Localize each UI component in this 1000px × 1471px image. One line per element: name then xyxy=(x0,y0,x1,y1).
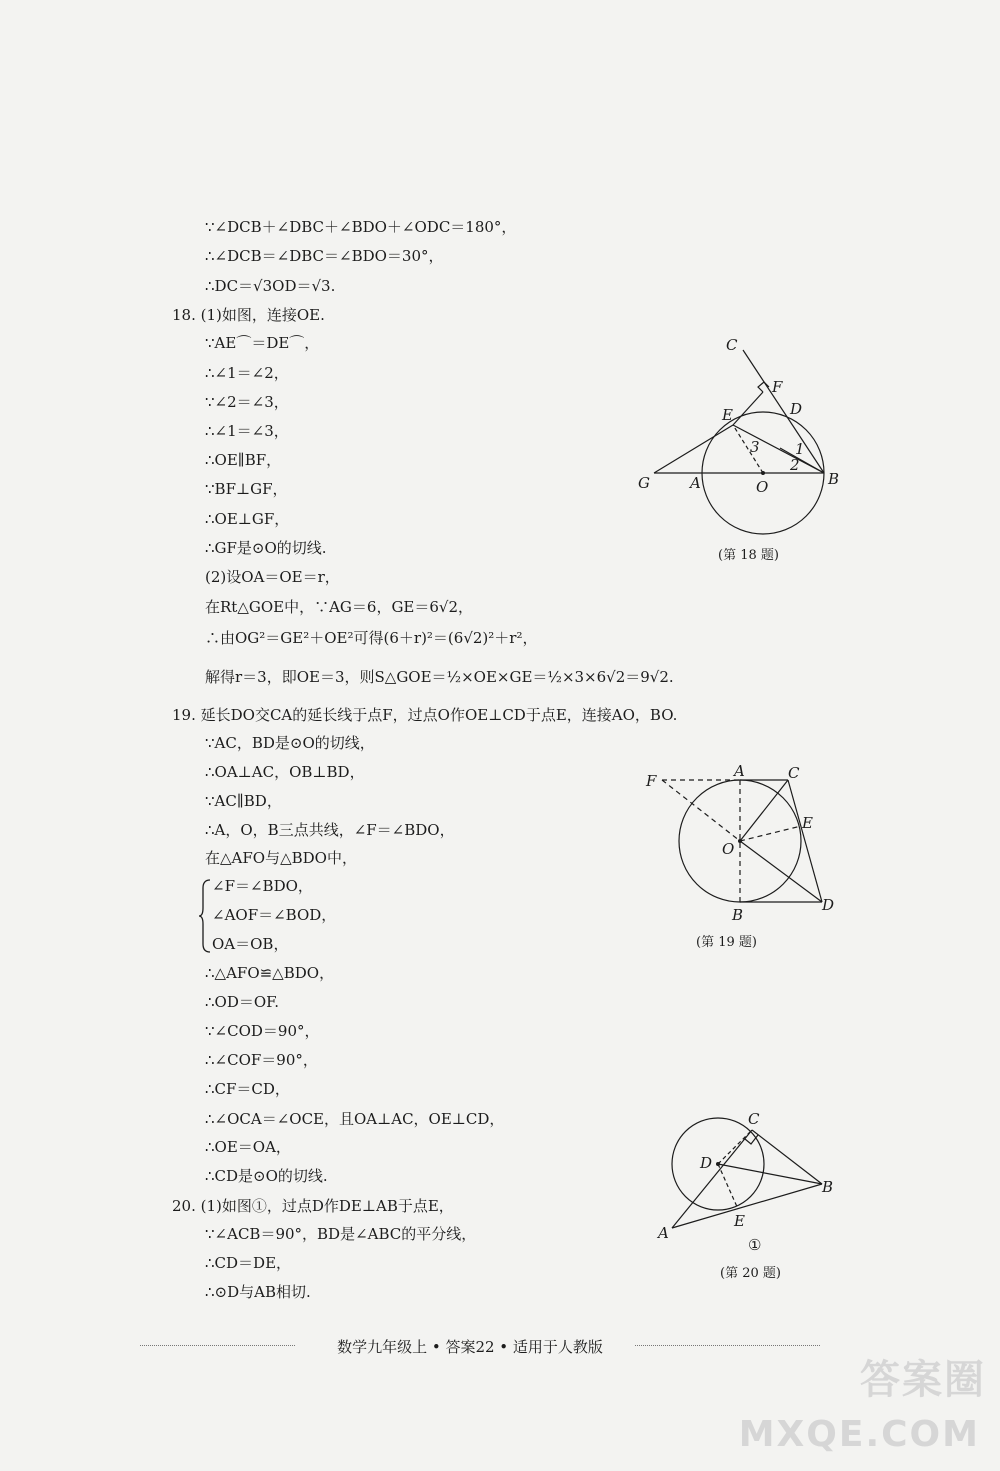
fig18-label: C xyxy=(726,336,738,354)
fig18-label: E xyxy=(722,406,733,424)
text-line: ∵∠ACB＝90°，BD是∠ABC的平分线， xyxy=(205,1225,477,1243)
fig20-label: E xyxy=(734,1212,745,1230)
fig18-label: G xyxy=(638,474,650,492)
text-line: ∴△AFO≌△BDO， xyxy=(205,964,335,982)
text-line: 解得r＝3，即OE＝3，则S△GOE＝½×OE×GE＝½×3×6√2＝9√2. xyxy=(205,668,674,686)
text-line: ∴∠1＝∠2， xyxy=(205,364,289,382)
text-line: ∴CD＝DE， xyxy=(205,1254,292,1272)
figure-20 xyxy=(650,1108,840,1243)
text-line: ∴∠COF＝90°， xyxy=(205,1051,318,1069)
fig19-label: B xyxy=(732,906,744,920)
page-footer: 数学九年级上 • 答案22 • 适用于人教版 xyxy=(337,1338,603,1356)
fig19-label: D xyxy=(822,896,835,914)
text-line: ∴CF＝CD， xyxy=(205,1080,290,1098)
text-line: ∴OD＝OF. xyxy=(205,993,280,1011)
text-line: ∵BF⊥GF， xyxy=(205,480,288,498)
fig19-label: F xyxy=(646,772,657,790)
figure-19 xyxy=(640,760,850,920)
brace xyxy=(198,878,212,954)
fig18-label: B xyxy=(828,470,840,488)
fig18-label: 1 xyxy=(795,440,805,458)
text-line: ∴CD是⊙O的切线. xyxy=(205,1167,328,1185)
text-line: ∴⊙D与AB相切. xyxy=(205,1283,311,1301)
text-line: ∴OA⊥AC，OB⊥BD， xyxy=(205,763,365,781)
fig18-label: F xyxy=(772,378,783,396)
text-line: ∵∠DCB＋∠DBC＋∠BDO＋∠ODC＝180°， xyxy=(205,218,517,236)
fig19-label: C xyxy=(788,764,800,782)
footer-rule-left xyxy=(140,1345,295,1346)
figure-20-caption: (第 20 题) xyxy=(720,1266,781,1281)
fig20-label: C xyxy=(748,1110,760,1128)
text-line: ∵AC，BD是⊙O的切线， xyxy=(205,734,375,752)
fig18-label: A xyxy=(690,474,701,492)
text-line: (2)设OA＝OE＝r， xyxy=(205,568,340,586)
text-line: ∵AE⌒＝DE⌒， xyxy=(205,334,320,352)
figure-20-subcaption: ① xyxy=(748,1236,762,1254)
system-line: ∠F＝∠BDO， xyxy=(212,877,313,895)
fig18-label: O xyxy=(756,478,769,496)
text-line: ∴OE⊥GF， xyxy=(205,510,290,528)
fig19-label: E xyxy=(802,814,813,832)
text-line: ∴由OG²＝GE²＋OE²可得(6＋r)²＝(6√2)²＋r²， xyxy=(205,629,538,647)
fig20-label: D xyxy=(700,1154,713,1172)
fig19-label: A xyxy=(734,762,745,780)
text-line: ∴∠OCA＝∠OCE，且OA⊥AC，OE⊥CD， xyxy=(205,1110,505,1128)
text-line: ∵AC∥BD， xyxy=(205,792,282,810)
figure-18 xyxy=(630,330,850,540)
figure-19-caption: (第 19 题) xyxy=(696,935,757,950)
text-line: ∴A，O，B三点共线，∠F＝∠BDO， xyxy=(205,821,455,839)
text-line: ∴GF是⊙O的切线. xyxy=(205,539,327,557)
watermark-top: 答案圈 xyxy=(860,1357,986,1403)
footer-rule-right xyxy=(635,1345,820,1346)
text-line: ∴DC＝√3OD＝√3. xyxy=(205,277,336,295)
fig18-label: D xyxy=(790,400,803,418)
text-line: 在△AFO与△BDO中， xyxy=(205,849,357,867)
question-19-heading: 19. 延长DO交CA的延长线于点F，过点O作OE⊥CD于点E，连接AO，BO. xyxy=(172,706,678,724)
system-line: OA＝OB， xyxy=(212,935,289,953)
question-18-heading: 18. (1)如图，连接OE. xyxy=(172,306,325,324)
fig18-label: 2 xyxy=(790,456,800,474)
text-line: ∵∠COD＝90°， xyxy=(205,1022,320,1040)
fig19-label: O xyxy=(722,840,735,858)
text-line: ∴∠1＝∠3， xyxy=(205,422,289,440)
text-line: 在Rt△GOE中，∵AG＝6，GE＝6√2， xyxy=(205,598,474,616)
text-line: ∴OE∥BF， xyxy=(205,451,282,469)
watermark-bottom: MXQE.COM xyxy=(738,1414,980,1455)
fig18-label: 3 xyxy=(750,438,760,456)
figure-18-caption: (第 18 题) xyxy=(718,548,779,563)
fig20-label: A xyxy=(658,1224,669,1242)
fig20-label: B xyxy=(822,1178,834,1196)
system-line: ∠AOF＝∠BOD， xyxy=(212,906,337,924)
question-20-heading: 20. (1)如图①，过点D作DE⊥AB于点E， xyxy=(172,1197,454,1215)
text-line: ∴OE＝OA， xyxy=(205,1138,291,1156)
text-line: ∴∠DCB＝∠DBC＝∠BDO＝30°， xyxy=(205,247,444,265)
text-line: ∵∠2＝∠3， xyxy=(205,393,289,411)
